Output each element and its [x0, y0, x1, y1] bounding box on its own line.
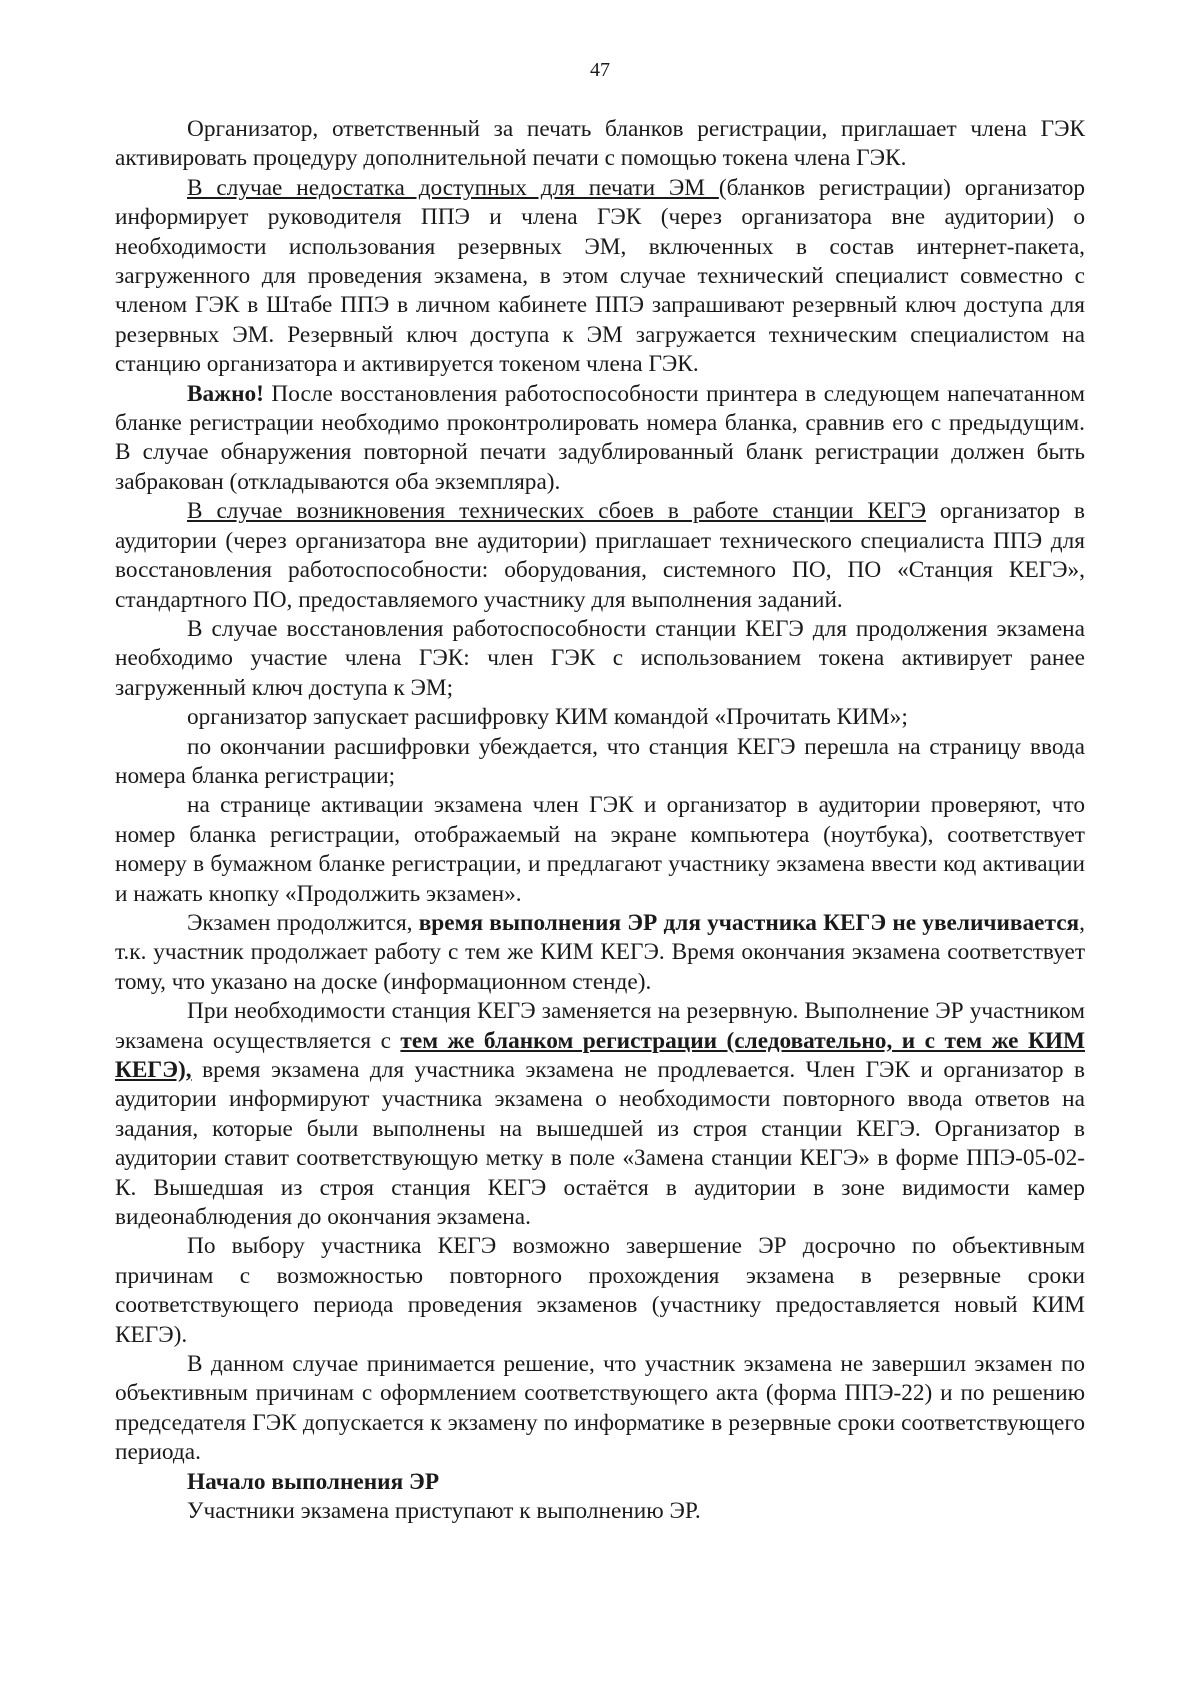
- paragraph-text: После восстановления работоспособности принтера в следующем напечатанном бланке регистрации необходимо проконтролировать номера бланка, сравнив его с предыдущим. В случае обнаружения повторной печати задублированный бланк регистрации должен быть забракован (откладываются оба экземпляра).: [115, 380, 1085, 495]
- paragraph-text: , т.к. участник продолжает работу с тем же КИМ КЕГЭ. Время окончания экзамена соответствует тому, что указано на доске (информационном стенде).: [115, 909, 1085, 995]
- paragraph-decision: В данном случае принимается решение, что участник экзамена не завершил экзамен по объективным причинам с оформлением соответствующего акта (форма ППЭ-22) и по решению председателя ГЭК допускается к экзамену по информатике в резервные сроки соответствующего периода.: [115, 1351, 1085, 1466]
- paragraph-check-page: по окончании расшифровки убеждается, что станция КЕГЭ перешла на страницу ввода номера бланка регистрации;: [115, 733, 1085, 789]
- underlined-phrase: В случае недостатка доступных для печати ЭМ: [187, 174, 719, 201]
- paragraph-text: организатор в аудитории (через организатора вне аудитории) приглашает технического специалиста ППЭ для восстановления работоспособности: оборудования, системного ПО, ПО «Станция КЕГЭ», стандартного ПО, предоставляемого участнику для выполнения заданий.: [115, 498, 1086, 613]
- paragraph-text: При необходимости станция КЕГЭ заменяется на резервную. Выполнение ЭР участником экзамена осуществляется с: [115, 998, 1085, 1054]
- paragraph-station-replacement: [115, 997, 1085, 1232]
- paragraph-activation-check: на странице активации экзамена член ГЭК и организатор в аудитории проверяют, что номер бланка регистрации, отображаемый на экране компьютера (ноутбука), соответствует номеру в бумажном бланке регистрации, и предлагают участнику экзамена ввести код активации и нажать кнопку «Продолжить экзамен».: [115, 792, 1085, 907]
- paragraph-important: [115, 380, 1085, 498]
- document-body: [115, 115, 1085, 1527]
- section-heading: Начало выполнения ЭР: [187, 1468, 440, 1495]
- paragraph-decrypt-kim: организатор запускает расшифровку КИМ командой «Прочитать КИМ»;: [187, 704, 908, 731]
- paragraph-early-finish: По выбору участника КЕГЭ возможно завершение ЭР досрочно по объективным причинам с возможностью повторного прохождения экзамена в резервные сроки соответствующего периода проведения экзаменов (участнику предоставляется новый КИМ КЕГЭ).: [115, 1233, 1085, 1348]
- page-number: 47: [590, 59, 610, 81]
- paragraph-em-shortage: [115, 174, 1085, 380]
- bold-phrase: Важно!: [187, 380, 264, 407]
- paragraph-text: Экзамен продолжится,: [187, 909, 419, 936]
- bold-underlined-phrase: тем же бланком регистрации (следовательно, и с тем же КИМ КЕГЭ),: [115, 1027, 1085, 1083]
- paragraph-print-activation: Организатор, ответственный за печать бланков регистрации, приглашает члена ГЭК активировать процедуру дополнительной печати с помощью токена члена ГЭК.: [115, 116, 1085, 172]
- paragraph-text: время экзамена для участника экзамена не продлевается. Член ГЭК и организатор в аудитории информируют участника экзамена о необходимости повторного ввода ответов на задания, которые были выполнены на вышедшей из строя станции КЕГЭ. Организатор в аудитории ставит соответствующую метку в поле «Замена станции КЕГЭ» в форме ППЭ-05-02-К. Вышедшая из строя станция КЕГЭ остаётся в аудитории в зоне видимости камер видеонаблюдения до окончания экзамена.: [115, 1057, 1085, 1231]
- paragraph-start-work: Участники экзамена приступают к выполнению ЭР.: [187, 1498, 701, 1525]
- paragraph-exam-continues: [115, 909, 1085, 997]
- paragraph-technical-failure: [115, 497, 1085, 615]
- paragraph-restore-station: В случае восстановления работоспособности станции КЕГЭ для продолжения экзамена необходимо участие члена ГЭК: член ГЭК с использованием токена активирует ранее загруженный ключ доступа к ЭМ;: [115, 615, 1085, 701]
- bold-phrase: время выполнения ЭР для участника КЕГЭ не увеличивается: [418, 909, 1080, 936]
- underlined-phrase: В случае возникновения технических сбоев в работе станции КЕГЭ: [187, 498, 926, 525]
- paragraph-text: (бланков регистрации) организатор информирует руководителя ППЭ и члена ГЭК (через организатора вне аудитории) о необходимости использования резервных ЭМ, включенных в состав интернет-пакета, загруженного для проведения экзамена, в этом случае технический специалист совместно с членом ГЭК в Штабе ППЭ в личном кабинете ППЭ запрашивают резервный ключ доступа для резервных ЭМ. Резервный ключ доступа к ЭМ загружается техническим специалистом на станцию организатора и активируется токеном члена ГЭК.: [115, 174, 1085, 378]
